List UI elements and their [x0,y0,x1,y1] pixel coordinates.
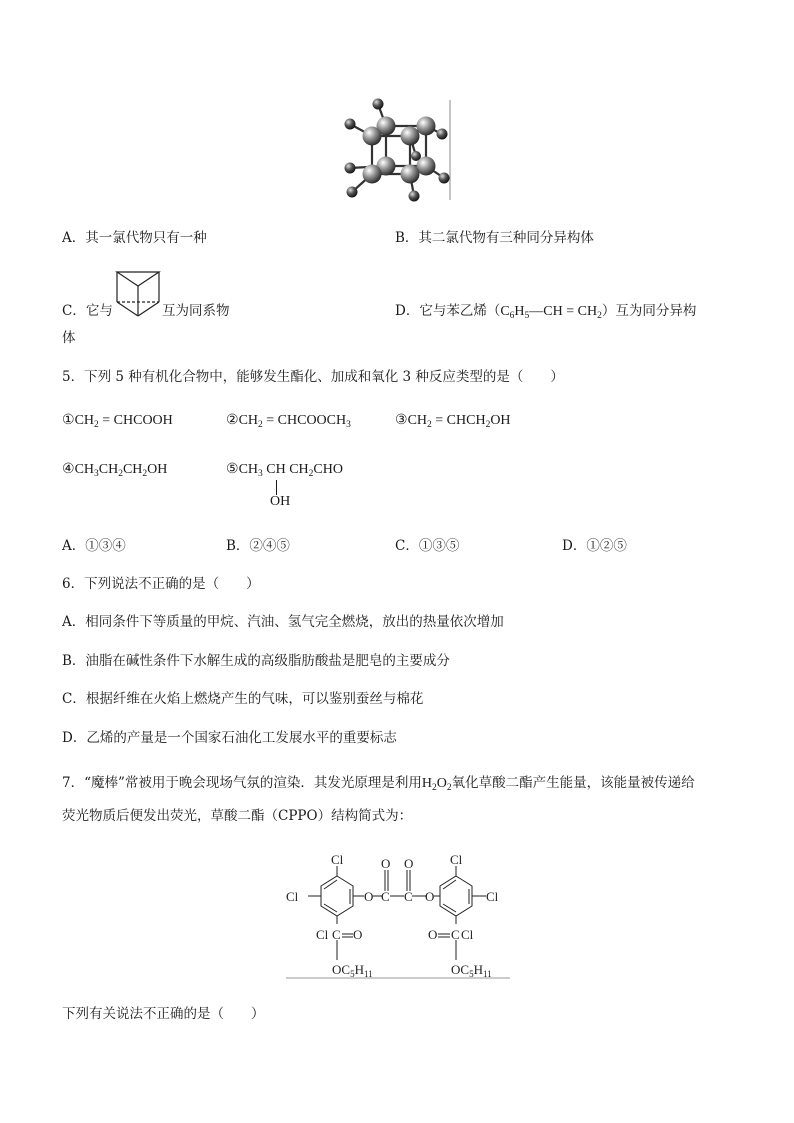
q4-option-c-suffix: 互为同系物 [162,303,230,319]
c-oxalate-left: C [381,889,390,904]
q7-stem-line-2: 荧光物质后便发出荧光，草酸二酯（CPPO）结构简式为： [62,808,413,824]
q5-option-b: B．②④⑤ [226,538,290,554]
q5-compound-5: $⑤CH_3$ CH $CH_2CHO$ [226,462,343,479]
q5-option-a: A．①③④ [62,538,126,554]
q5-option-d: D．①②⑤ [562,538,627,554]
q5-compound-4: $④CH_3CH_2CH_2OH$ [62,462,168,479]
q6-option-a: A．相同条件下等质量的甲烷、汽油、氢气完全燃烧，放出的热量依次增加 [62,614,504,630]
cl-left-top: Cl [331,852,344,867]
q5-compound-5-bond [276,480,277,495]
o-oxalate-left: O [381,856,391,871]
cppo-structure [280,848,520,980]
oc5h11-right: $OC_5H_{11}$ [451,962,492,979]
q7-stem-line-1: 7．“魔棒”常被用于晚会现场气氛的渲染．其发光原理是利用$H_2O_2$氧化草酸二酯产生能量，该能量被传递给 [62,775,695,793]
o-right-ester: O [425,889,435,904]
q4-option-d-wrap: 体 [62,330,76,346]
q6-option-c: C．根据纤维在火焰上燃烧产生的气味，可以鉴别蚕丝与棉花 [62,691,424,707]
o-left-carbonyl: O [353,927,363,942]
q5-compound-3: $③CH_2$ = $CHCH_2OH$ [395,413,511,430]
q5-compound-1: $①CH_2$ = CHCOOH [62,413,173,430]
cubane-molecule-image [338,96,458,206]
q4-option-d-suffix: ）互为同分异构 [601,303,697,319]
cl-right-side: Cl [486,889,499,904]
hydrogen-peroxide-formula: $H_2O_2$ [421,776,452,793]
q5-compound-2: $②CH_2$ = $CHCOOCH_3$ [226,413,351,430]
q6-option-b: B．油脂在碱性条件下水解生成的高级脂肪酸盐是肥皂的主要成分 [62,653,450,669]
q4-option-c-prefix: C．它与 [62,303,113,319]
q5-compound-5-hydroxyl: OH [270,494,291,509]
q5-stem: 5．下列 5 种有机化合物中，能够发生酯化、加成和氧化 3 种反应类型的是（ ） [62,369,564,385]
cl-left-side: Cl [286,889,299,904]
cl-right-top: Cl [450,852,463,867]
oc5h11-left: $OC_5H_{11}$ [332,962,373,979]
cl-left-bottom: Cl [316,927,329,942]
q4-option-a: A．其一氯代物只有一种 [62,230,207,246]
c-left-carbonyl: C [332,927,341,942]
cl-right-bottom: Cl [461,927,474,942]
q4-option-d [395,301,696,322]
o-right-carbonyl: O [428,927,438,942]
q4-option-d-prefix: D．它与苯乙烯（ [395,303,501,319]
c-right-carbonyl: C [451,927,460,942]
q5-option-c: C．①③⑤ [395,538,460,554]
q7-closing-question: 下列有关说法不正确的是（ ） [62,1006,265,1022]
o-oxalate-right: O [404,856,414,871]
q6-stem: 6．下列说法不正确的是（ ） [62,576,260,592]
o-left-ester: O [364,889,374,904]
triangular-prism-figure [115,270,163,318]
q6-option-d: D．乙烯的产量是一个国家石油化工发展水平的重要标志 [62,730,397,746]
styrene-formula: $C_6H_5—CH = CH_2$ [500,304,602,321]
c-oxalate-right: C [404,889,413,904]
q4-option-b: B．其二氯代物有三种同分异构体 [395,230,594,246]
